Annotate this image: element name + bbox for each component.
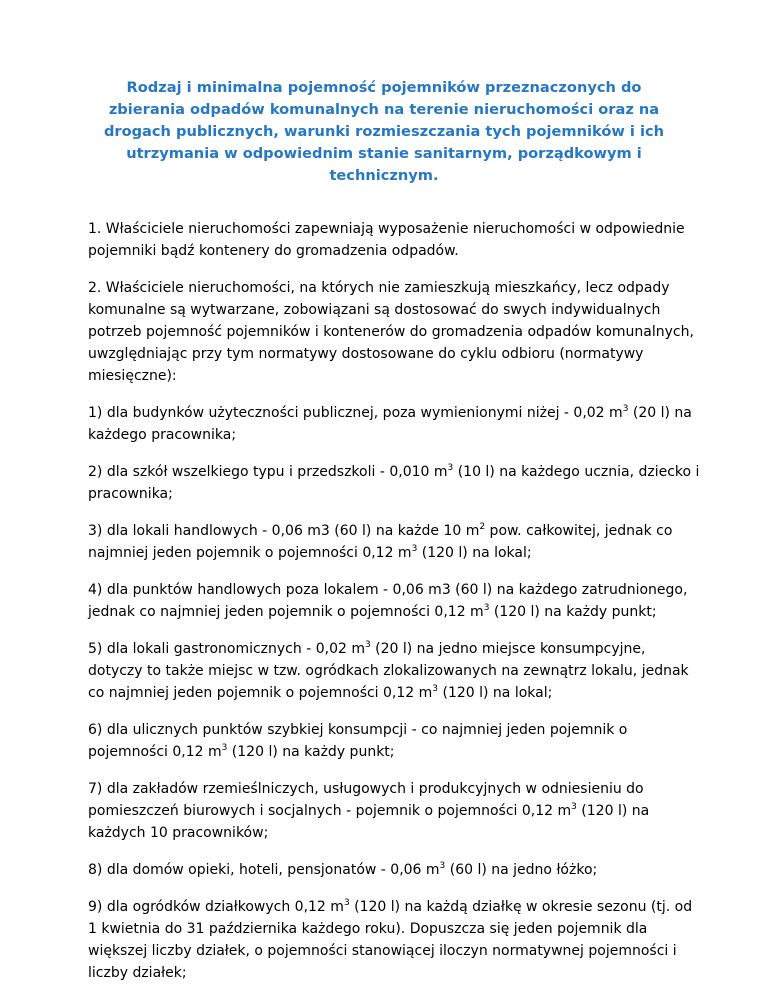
list-item-2-text: 2) dla szkół wszelkiego typu i przedszkoli - 0,010 m: [88, 464, 448, 480]
list-item-2: [88, 461, 700, 505]
list-item-4-text: 4) dla punktów handlowych poza lokalem - 0,06 m3 (60 l) na każdego zatrudnionego, jednak co najmniej jeden pojemnik o pojemności 0,12 m: [88, 582, 688, 620]
superscript: 3: [432, 684, 439, 694]
list-item-9-text: 9) dla ogródków działkowych 0,12 m: [88, 899, 344, 915]
document-title: Rodzaj i minimalna pojemność pojemników przeznaczonych do zbierania odpadów komunalnych na terenie nieruchomości oraz na drogach publicznych, warunki rozmieszczania tych pojemników i ich utrzymania w odpowiednim stanie sanitarnym, porządkowym i technicznym.: [103, 79, 665, 184]
superscript: 3: [343, 898, 350, 908]
list-item-7-text-end: (120 l) na każdych 10 pracowników;: [88, 803, 650, 841]
paragraph-2: 2. Właściciele nieruchomości, na których nie zamieszkują mieszkańcy, lecz odpady komunalne są wytwarzane, zobowiązani są dostosować do swych indywidualnych potrzeb pojemność pojemników i kontenerów do gromadzenia odpadów komunalnych, uwzględniając przy tym normatywy dostosowane do cyklu odbioru (normatywy miesięczne):: [88, 280, 694, 384]
list-item-1-text-end: (20 l) na każdego pracownika;: [88, 405, 692, 443]
superscript: 3: [364, 640, 371, 650]
list-item-1: [88, 402, 700, 446]
list-item-5-text-end: (120 l) na lokal;: [438, 685, 553, 701]
list-item-3-text-end: (120 l) na lokal;: [417, 545, 532, 561]
list-item-5-text-mid: (20 l) na jedno miejsce konsumpcyjne, dotyczy to także miejsc w tzw. ogródkach zlokalizowanych na zewnątrz lokalu, jednak co najmniej jeden pojemnik o pojemności 0,12 m: [88, 641, 689, 701]
list-item-7-text: 7) dla zakładów rzemieślniczych, usługowych i produkcyjnych w odniesieniu do pomieszczeń biurowych i socjalnych - pojemnik o pojemności 0,12 m: [88, 781, 644, 819]
list-item-7: [88, 778, 700, 844]
superscript: 3: [571, 802, 577, 812]
superscript: 3: [221, 743, 228, 753]
paragraph-1: 1. Właściciele nieruchomości zapewniają wyposażenie nieruchomości w odpowiednie pojemniki bądź kontenery do gromadzenia odpadów.: [88, 221, 685, 259]
superscript: 3: [447, 463, 454, 473]
list-item-9-text-end: (120 l) na każdą działkę w okresie sezonu (tj. od 1 kwietnia do 31 października każdego roku). Dopuszcza się jeden pojemnik dla większej liczby działek, o pojemności stanowiącej iloczyn normatywnej pojemności i liczby działek;: [88, 899, 693, 981]
list-item-6-text-end: (120 l) na każdy punkt;: [227, 744, 395, 760]
list-item-5: [88, 638, 700, 704]
superscript: 2: [479, 522, 486, 532]
list-item-1-text: 1) dla budynków użyteczności publicznej, poza wymienionymi niżej - 0,02 m: [88, 405, 623, 421]
list-item-2-text-end: (10 l) na każdego ucznia, dziecko i pracownika;: [88, 464, 700, 502]
list-item-8-text: 8) dla domów opieki, hoteli, pensjonatów - 0,06 m: [88, 862, 440, 878]
list-item-8-text-end: (60 l) na jedno łóżko;: [445, 862, 598, 878]
list-item-5-text: 5) dla lokali gastronomicznych - 0,02 m: [88, 641, 365, 657]
list-item-3: [88, 520, 700, 564]
list-item-3-text-mid: pow. całkowitej, jednak co najmniej jeden pojemnik o pojemności 0,12 m: [88, 523, 673, 561]
list-item-3-text: 3) dla lokali handlowych - 0,06 m3 (60 l) na każde 10 m: [88, 523, 480, 539]
list-item-6-text: 6) dla ulicznych punktów szybkiej konsumpcji - co najmniej jeden pojemnik o pojemności 0,12 m: [88, 722, 628, 760]
superscript: 3: [483, 603, 490, 613]
superscript: 3: [622, 404, 629, 414]
list-item-4: [88, 579, 700, 623]
list-item-6: [88, 719, 700, 763]
superscript: 3: [439, 861, 446, 871]
list-item-9: [88, 896, 700, 984]
document-body: [88, 218, 700, 999]
list-item-8: [88, 859, 700, 881]
list-item-4-text-end: (120 l) na każdy punkt;: [489, 604, 657, 620]
superscript: 3: [411, 544, 418, 554]
